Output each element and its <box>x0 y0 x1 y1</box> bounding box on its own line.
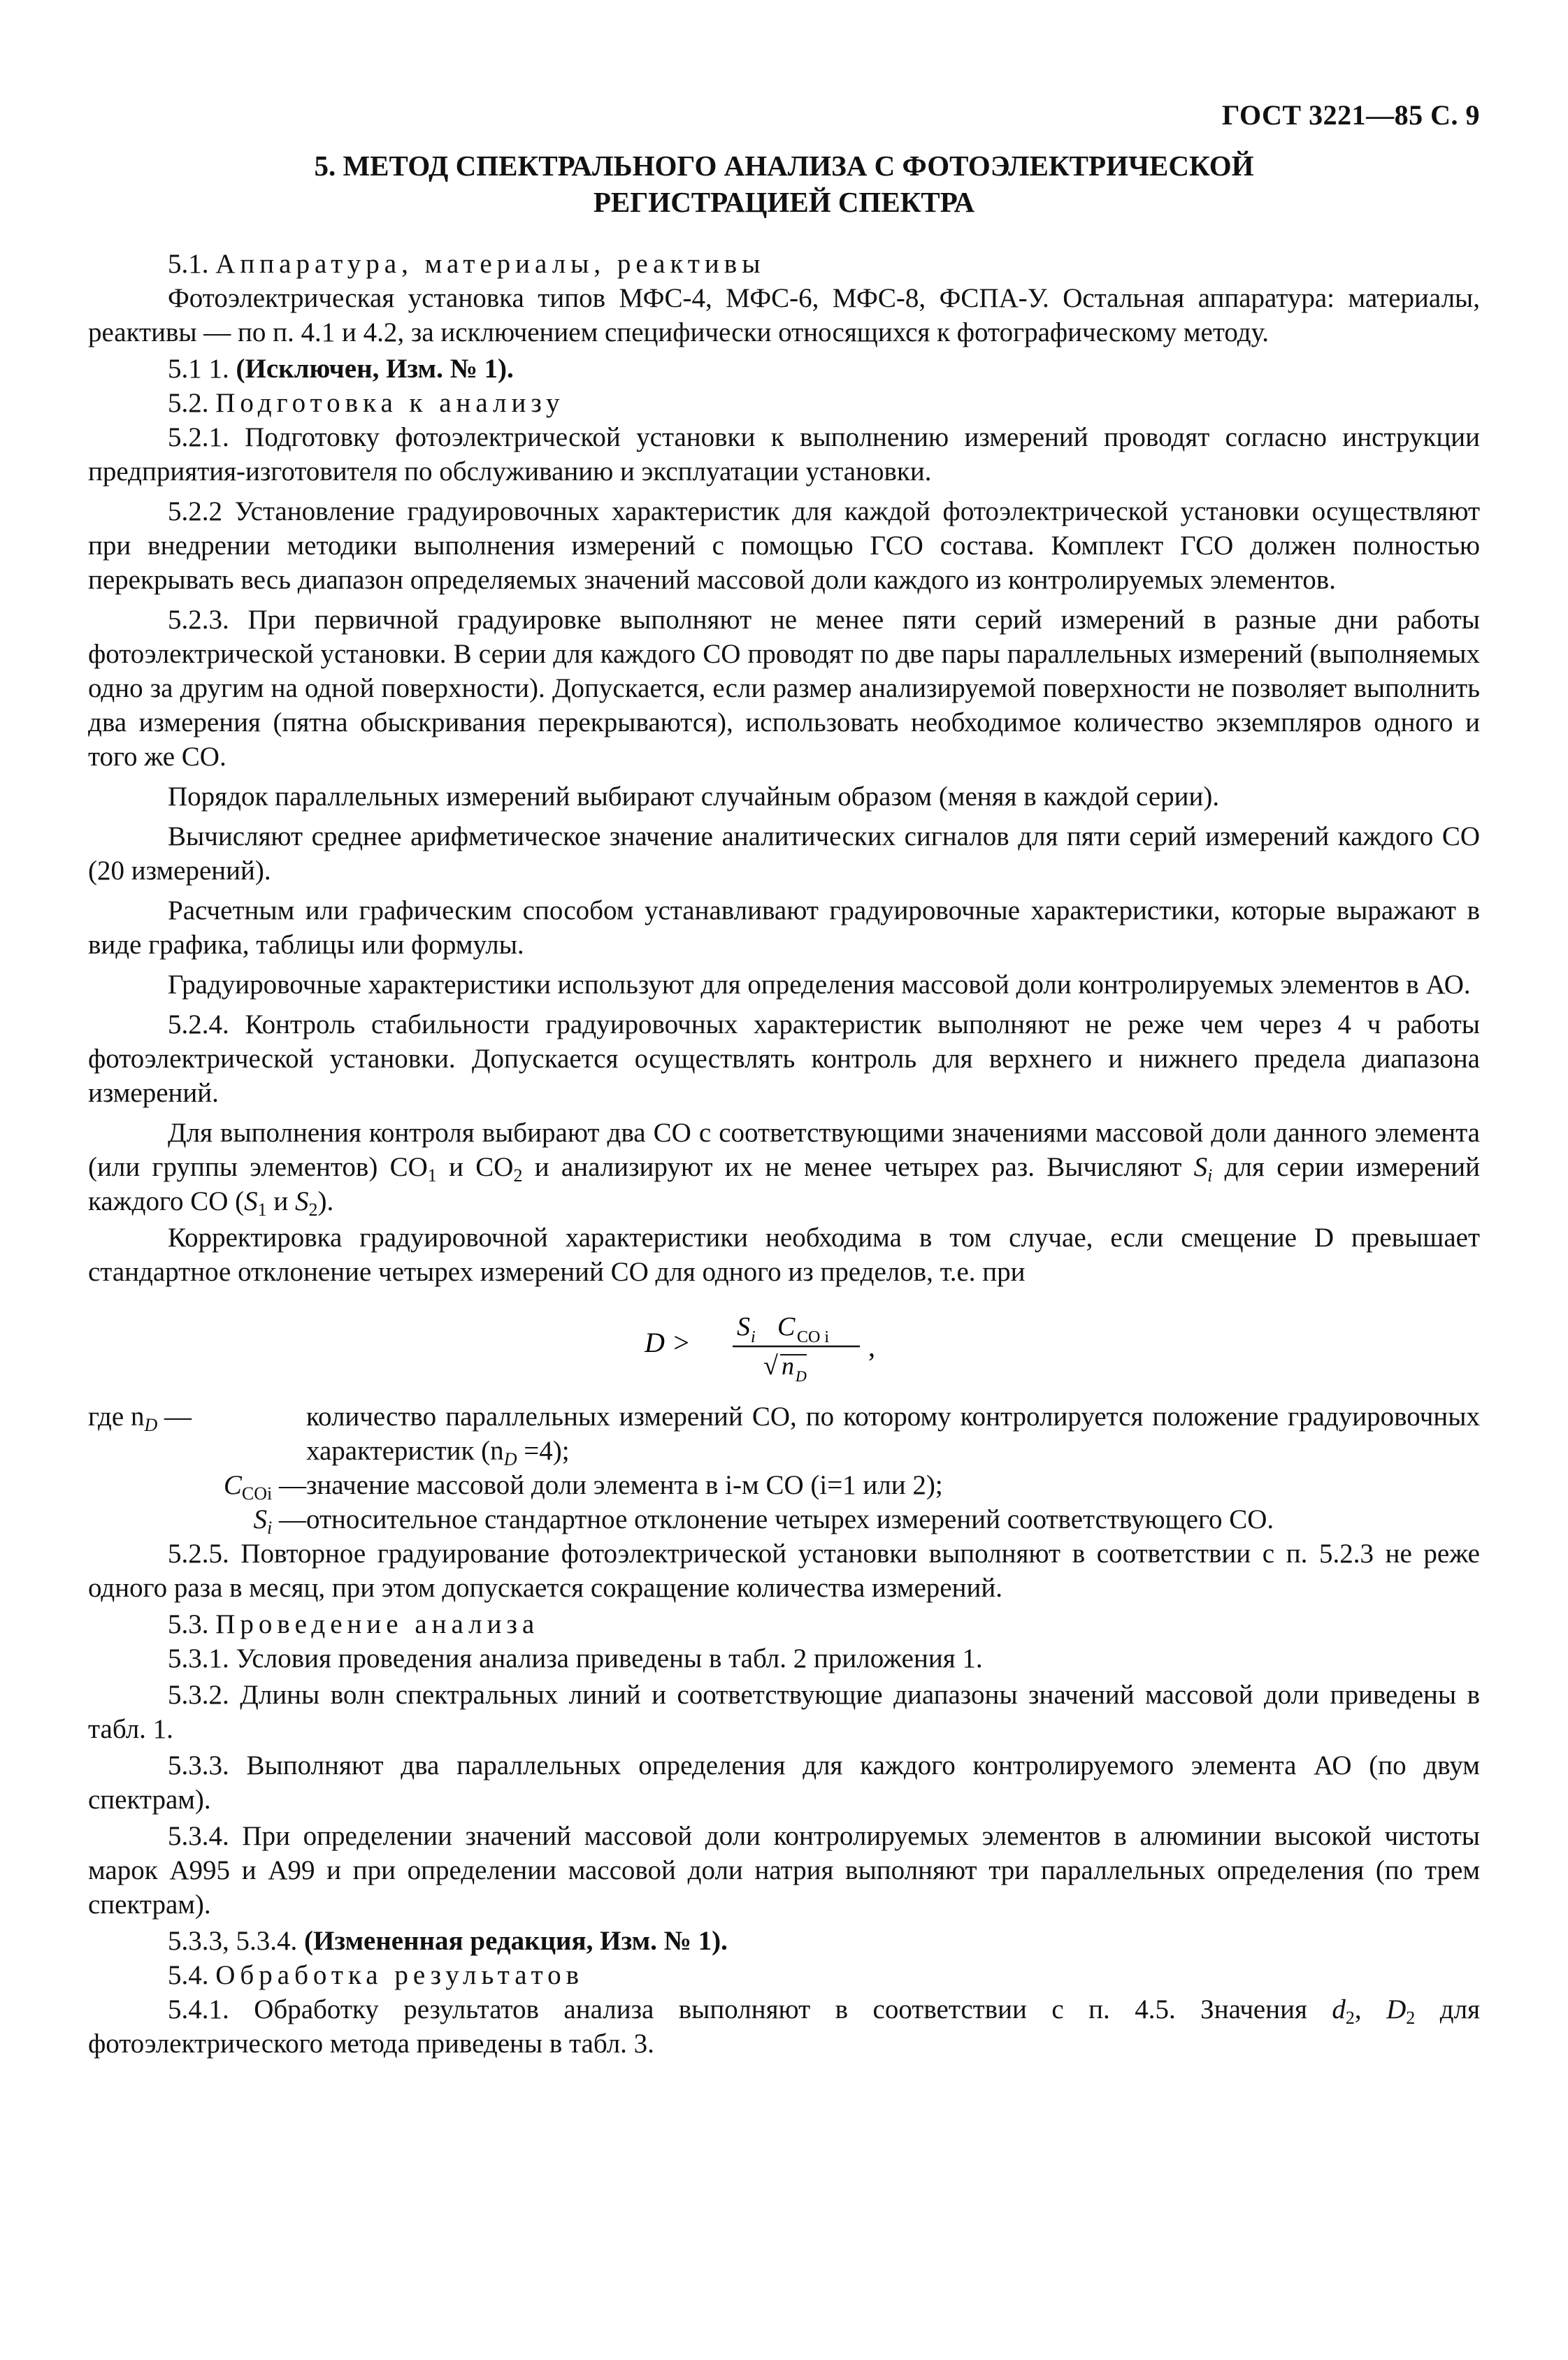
formula-den-n: n <box>781 1352 794 1380</box>
clause-5-3-4: 5.3.4. При определении значений массовой доли контролируемых элементов в алюминии высокой чистоты марок А995 и А99 и при определении массовой доли натрия выполняют три параллельных определения (по трем спектрам). <box>88 1821 1480 1920</box>
clause-5-3-3-4-amendment: 5.3.3, 5.3.4. (Измененная редакция, Изм. № 1). <box>168 1926 728 1956</box>
paragraph-mean: Вычисляют среднее арифметическое значение аналитических сигналов для пяти серий измерений каждого СО (20 измерений). <box>88 821 1480 886</box>
paragraph-calc: Расчетным или графическим способом устанавливают градуировочные характеристики, которые выражают в виде графика, таблицы или формулы. <box>88 895 1480 960</box>
where-row-si: $S_i$ — относительное стандартное отклонение четырех измерений соответствующего СО. <box>253 1504 1274 1538</box>
clause-5-2-1: 5.2.1. Подготовку фотоэлектрической установки к выполнению измерений проводят согласно инструкции предприятия-изготовителя по обслуживанию и эксплуатации установки. <box>88 422 1480 487</box>
clause-5-1-1: 5.1 1. (Исключен, Изм. № 1). <box>168 354 514 384</box>
paragraph-control: Для выполнения контроля выбирают два СО с соответствующими значениями массовой доли данного элемента (или группы элементов) $СО_1$ и $СО_2$ и анализируют их не менее четырех раз. Вычисляют $S_i$ для серии измерений каждого СО ($S_1$ и $S_2$). <box>88 1118 1480 1220</box>
paragraph-order: Порядок параллельных измерений выбирают случайным образом (меняя в каждой серии). <box>168 782 1220 812</box>
formula-block <box>88 1302 1480 1386</box>
paragraph-apparatus: Фотоэлектрическая установка типов МФС-4, МФС-6, МФС-8, ФСПА-У. Остальная аппаратура: материалы, реактивы — по п. 4.1 и 4.2, за исключением специфически относящихся к фотографическому методу. <box>88 283 1480 347</box>
clause-5-4-1: 5.4.1. Обработку результатов анализа выполняют в соответствии с п. 4.5. Значения $d_2$, $D_2$ для фотоэлектрического метода приведены в табл. 3. <box>88 1994 1481 2059</box>
subsection-5-4-heading: 5.4. Обработка результатов <box>168 1960 584 1990</box>
section-title-line-1: 5. МЕТОД СПЕКТРАЛЬНОГО АНАЛИЗА С ФОТОЭЛЕКТРИЧЕСКОЙ <box>314 150 1254 182</box>
paragraph-correction: Корректировка градуировочной характеристики необходима в том случае, если смещение D превышает стандартное отклонение четырех измерений СО для одного из пределов, т.е. при <box>88 1223 1480 1287</box>
formula-comma: , <box>868 1331 875 1362</box>
clause-5-2-2: 5.2.2 Установление градуировочных характеристик для каждой фотоэлектрической установки осуществляют при внедрении методики выполнения измерений с помощью ГСО состава. Комплект ГСО должен полностью перекрывать весь диапазон определяемых значений массовой доли каждого из контролируемых элементов. <box>88 496 1480 595</box>
subsection-5-2-heading: 5.2. Подготовка к анализу <box>168 388 565 418</box>
clause-5-2-4: 5.2.4. Контроль стабильности градуировочных характеристик выполняют не реже чем через 4 ч работы фотоэлектрической установки. Допускается осуществлять контроль для верхнего и нижнего предела диапазона измерений. <box>88 1009 1480 1108</box>
where-legend <box>88 1400 1480 1537</box>
clause-5-2-3: 5.2.3. При первичной градуировке выполняют не менее пяти серий измерений в разные дни работы фотоэлектрической установки. В серии для каждого СО проводят по две пары параллельных измерений (выполняемых одно за другим на одной поверхности). Допускается, если размер анализируемой поверхности не позволяет выполнить два измерения (пятна обыскривания перекрываются), использовать необходимое количество экземпляров одного и того же СО. <box>88 605 1480 772</box>
formula-den-d: D <box>795 1367 807 1385</box>
clause-5-3-2: 5.3.2. Длины волн спектральных линий и соответствующие диапазоны значений массовой доли приведены в табл. 1. <box>88 1680 1480 1744</box>
formula-sqrt: √ <box>763 1351 778 1381</box>
subsection-5-1-heading: 5.1. Аппаратура, материалы, реактивы <box>168 249 765 279</box>
formula-svg <box>638 1302 931 1386</box>
formula-num-c: C <box>777 1312 795 1341</box>
formula-num-s: S <box>736 1312 750 1341</box>
section-title-line-2: РЕГИСТРАЦИЕЙ СПЕКТРА <box>593 186 975 218</box>
paragraph-use: Градуировочные характеристики используют для определения массовой доли контролируемых элементов в АО. <box>168 970 1471 1000</box>
formula-num-sub: CO i <box>796 1328 829 1346</box>
formula-lhs: D > <box>644 1327 691 1358</box>
section-title <box>88 148 1480 220</box>
page-header: ГОСТ 3221—85 С. 9 <box>1221 99 1480 131</box>
where-row-nd: где $n_D$ — количество параллельных измерений СО, по которому контролируется положение градуировочных характеристик $(n_D =4)$; <box>88 1402 1480 1469</box>
formula-num-i: i <box>750 1328 756 1346</box>
clause-5-3-3: 5.3.3. Выполняют два параллельных определения для каждого контролируемого элемента АО (по двум спектрам). <box>88 1750 1480 1815</box>
clause-5-3-1: 5.3.1. Условия проведения анализа приведены в табл. 2 приложения 1. <box>168 1643 983 1674</box>
where-row-cco: $C_{COi}$ — значение массовой доли элемента в i-м СО (i=1 или 2); <box>223 1470 943 1504</box>
subsection-5-3-heading: 5.3. Проведение анализа <box>168 1609 540 1639</box>
clause-5-2-5: 5.2.5. Повторное градуирование фотоэлектрической установки выполняют в соответствии с п. 5.2.3 не реже одного раза в месяц, при этом допускается сокращение количества измерений. <box>88 1539 1480 1603</box>
